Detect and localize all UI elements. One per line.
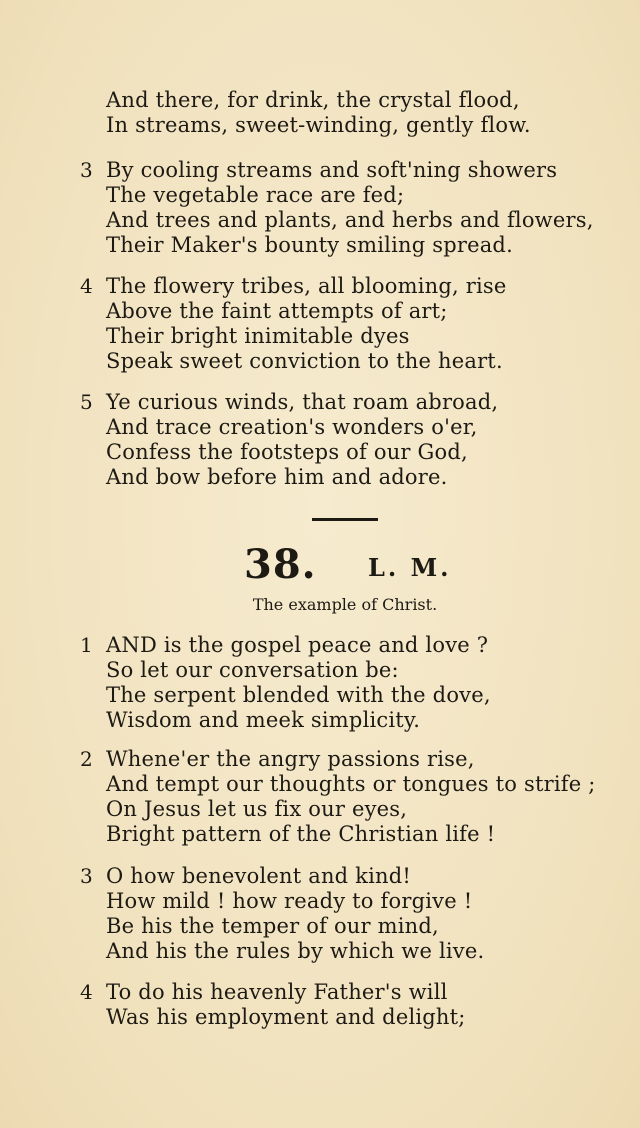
hymn-number: 38. <box>244 541 317 588</box>
verse-line-text: The vegetable race are fed; <box>106 183 405 207</box>
verse-line <box>80 939 620 964</box>
verse-line <box>80 465 620 490</box>
stanza-4-bottom <box>80 980 620 1030</box>
section-divider <box>312 518 378 521</box>
verse-line-text: Their bright inimitable dyes <box>106 324 410 348</box>
stanza-2 <box>80 747 620 847</box>
verse-line-text: And trees and plants, and herbs and flowers, <box>106 208 594 232</box>
verse-line <box>80 299 620 324</box>
stanza-3-bottom <box>80 864 620 964</box>
verse-line <box>80 274 620 299</box>
stanza-number: 3 <box>80 864 93 888</box>
verse-line <box>80 914 620 939</box>
verse-line <box>80 864 620 889</box>
verse-line <box>80 1005 620 1030</box>
verse-line <box>80 658 620 683</box>
verse-line <box>80 772 620 797</box>
stanza-number: 2 <box>80 747 93 771</box>
verse-line-text: Was his employment and delight; <box>106 1005 466 1029</box>
verse-line <box>80 797 620 822</box>
stanza-number: 4 <box>80 274 93 298</box>
verse-line <box>80 683 620 708</box>
verse-line <box>80 440 620 465</box>
verse-line <box>80 208 620 233</box>
hymn-title: The example of Christ. <box>252 595 438 614</box>
verse-line <box>80 88 620 113</box>
stanza-1 <box>80 633 620 733</box>
verse-line-text: And his the rules by which we live. <box>106 939 485 963</box>
verse-line-text: The serpent blended with the dove, <box>106 683 491 707</box>
stanza-5 <box>80 390 620 490</box>
verse-line-text: Speak sweet conviction to the heart. <box>106 349 503 373</box>
verse-line-text: Wisdom and meek simplicity. <box>106 708 421 732</box>
verse-line-text: By cooling streams and soft'ning showers <box>106 158 558 182</box>
verse-line-text: Their Maker's bounty smiling spread. <box>106 233 513 257</box>
verse-line <box>80 415 620 440</box>
verse-line-text: Confess the footsteps of our God, <box>106 440 468 464</box>
stanza-number: 4 <box>80 980 93 1004</box>
stanza-number: 1 <box>80 633 93 657</box>
verse-line <box>80 747 620 772</box>
verse-line-text: On Jesus let us fix our eyes, <box>106 797 408 821</box>
verse-line-text: Be his the temper of our mind, <box>106 914 439 938</box>
stanza-number: 3 <box>80 158 93 182</box>
verse-line <box>80 390 620 415</box>
verse-line <box>80 158 620 183</box>
verse-line <box>80 822 620 847</box>
verse-line-text: And tempt our thoughts or tongues to strife ; <box>106 772 596 796</box>
verse-line <box>80 233 620 258</box>
verse-line <box>80 183 620 208</box>
verse-line-text: And there, for drink, the crystal flood, <box>106 88 520 112</box>
verse-line <box>80 980 620 1005</box>
verse-line <box>80 633 620 658</box>
verse-line-text: The flowery tribes, all blooming, rise <box>106 274 507 298</box>
stanza-4 <box>80 274 620 374</box>
verse-line-text: AND is the gospel peace and love ? <box>106 633 489 657</box>
verse-line <box>80 708 620 733</box>
verse-line-text: Above the faint attempts of art; <box>106 299 448 323</box>
hymn-meter: L. M. <box>368 553 452 582</box>
verse-line-text: And bow before him and adore. <box>106 465 448 489</box>
verse-line <box>80 349 620 374</box>
verse-line-text: In streams, sweet-winding, gently flow. <box>106 113 531 137</box>
verse-line-text: So let our conversation be: <box>106 658 399 682</box>
stanza-continuation <box>80 88 620 138</box>
verse-line-text: And trace creation's wonders o'er, <box>106 415 478 439</box>
verse-line-text: Bright pattern of the Christian life ! <box>106 822 496 846</box>
verse-line-text: Whene'er the angry passions rise, <box>106 747 475 771</box>
verse-line-text: O how benevolent and kind! <box>106 864 412 888</box>
verse-line <box>80 889 620 914</box>
stanza-number: 5 <box>80 390 93 414</box>
verse-line <box>80 324 620 349</box>
verse-line-text: How mild ! how ready to forgive ! <box>106 889 473 913</box>
verse-line-text: Ye curious winds, that roam abroad, <box>106 390 499 414</box>
stanza-3 <box>80 158 620 258</box>
verse-line <box>80 113 620 138</box>
verse-line-text: To do his heavenly Father's will <box>106 980 448 1004</box>
